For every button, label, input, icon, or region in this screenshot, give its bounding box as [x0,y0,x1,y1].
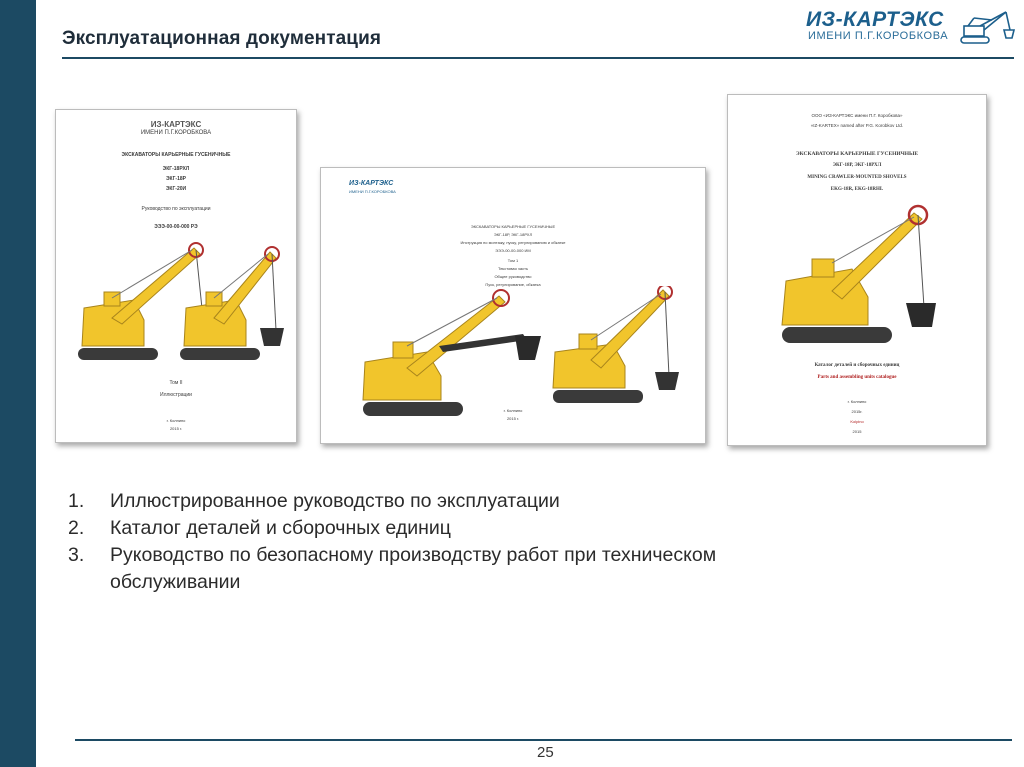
doc2-line: 2015 г. [506,416,520,421]
doc3-line: «IZ-KARTEX» named after P.G. Korobkov Ltd. [810,123,904,128]
doc2-logo-sub: ИМЕНИ П.Г.КОРОБКОВА [349,189,396,194]
doc2-line: ЭЭЭ-00-00-000 ИМ [495,248,531,253]
doc1-line: 2015 г. [169,426,183,431]
doc3-line: Каталог деталей и сборочных единиц [814,363,900,368]
logo-wordmark: ИЗ-КАРТЭКС [806,8,944,31]
excavator-illustration [776,203,944,351]
doc1-line: Руководство по эксплуатации [141,206,211,212]
doc1-line: ИМЕНИ П.Г.КОРОБКОВА [140,130,212,136]
doc1-line: ИЗ-КАРТЭКС [150,120,202,129]
doc2-logo: ИЗ-КАРТЭКС [349,180,394,187]
doc1-line: ЭКСКАВАТОРЫ КАРЬЕРНЫЕ ГУСЕНИЧНЫЕ [121,152,231,158]
list-item [68,515,830,542]
list-item-text: Каталог деталей и сборочных единиц [110,517,451,539]
doc2-line: ЭКГ-18Р, ЭКГ-18РХЛ [493,232,533,237]
list-item [68,542,830,596]
list-item-number: 3. [68,544,85,566]
documentation-list [68,488,830,596]
logo-subtitle: ИМЕНИ П.Г.КОРОБКОВА [808,30,949,42]
doc3-line: ЭКСКАВАТОРЫ КАРЬЕРНЫЕ ГУСЕНИЧНЫЕ [795,151,919,157]
doc3-line: EKG-18R, EKG-18RHL [830,187,884,192]
doc2-line: Общее руководство [494,274,532,279]
list-item-number: 1. [68,490,85,512]
list-item-number: 2. [68,517,85,539]
doc2-line: Том 1 [507,258,519,263]
doc2-line: г. Колпино [503,408,523,413]
page-number: 25 [537,744,554,761]
doc1-line: Том II [169,380,183,386]
doc2-line: ЭКСКАВАТОРЫ КАРЬЕРНЫЕ ГУСЕНИЧНЫЕ [470,224,556,229]
document-parts-catalogue-cover [727,94,987,446]
list-item-text: Руководство по безопасному производству работ при техническом обслуживании [110,544,717,593]
doc1-line: г. Колпино [166,418,186,423]
doc2-line: Текстовая часть [497,266,529,271]
doc3-line: ЭКГ-18Р, ЭКГ-18РХЛ [832,163,882,168]
left-accent-bar [0,0,36,767]
doc3-line: 2015г. [851,409,863,414]
doc2-line: Пуск, регулирование, обкатка [485,282,541,287]
two-excavators-illustration [343,286,693,426]
doc1-line: ЭКГ-18РХЛ [162,166,190,172]
doc2-line: Инструкция по монтажу, пуску, регулированию и обкатке [460,240,566,245]
excavator-logo-icon [958,8,1016,46]
document-illustrated-manual-cover [55,109,297,443]
list-item [68,488,830,515]
document-installation-manual-cover [320,167,706,444]
doc1-line: ЭКГ-20И [165,186,187,192]
doc3-line: г. Колпино [847,399,867,404]
doc3-line: 2015 [852,429,862,434]
doc1-line: Иллюстрации [160,392,192,398]
two-excavators-illustration [64,238,292,368]
doc3-line: Parts and assembling units catalogue [817,375,897,380]
list-item-text: Иллюстрированное руководство по эксплуатации [110,490,560,512]
title-divider [62,57,1014,59]
doc3-line: MINING CRAWLER-MOUNTED SHOVELS [807,175,907,180]
doc1-line: ЭКГ-18Р [165,176,186,182]
footer-divider [75,739,1012,741]
doc3-line: Kolpino [850,419,864,424]
slide-title: Эксплуатационная документация [62,28,382,49]
doc3-line: ООО «ИЗ-КАРТЭКС имени П.Г. Коробкова» [811,113,903,118]
company-logo [806,8,1016,48]
doc1-line: ЭЭЭ-00-00-000 РЭ [154,224,198,230]
